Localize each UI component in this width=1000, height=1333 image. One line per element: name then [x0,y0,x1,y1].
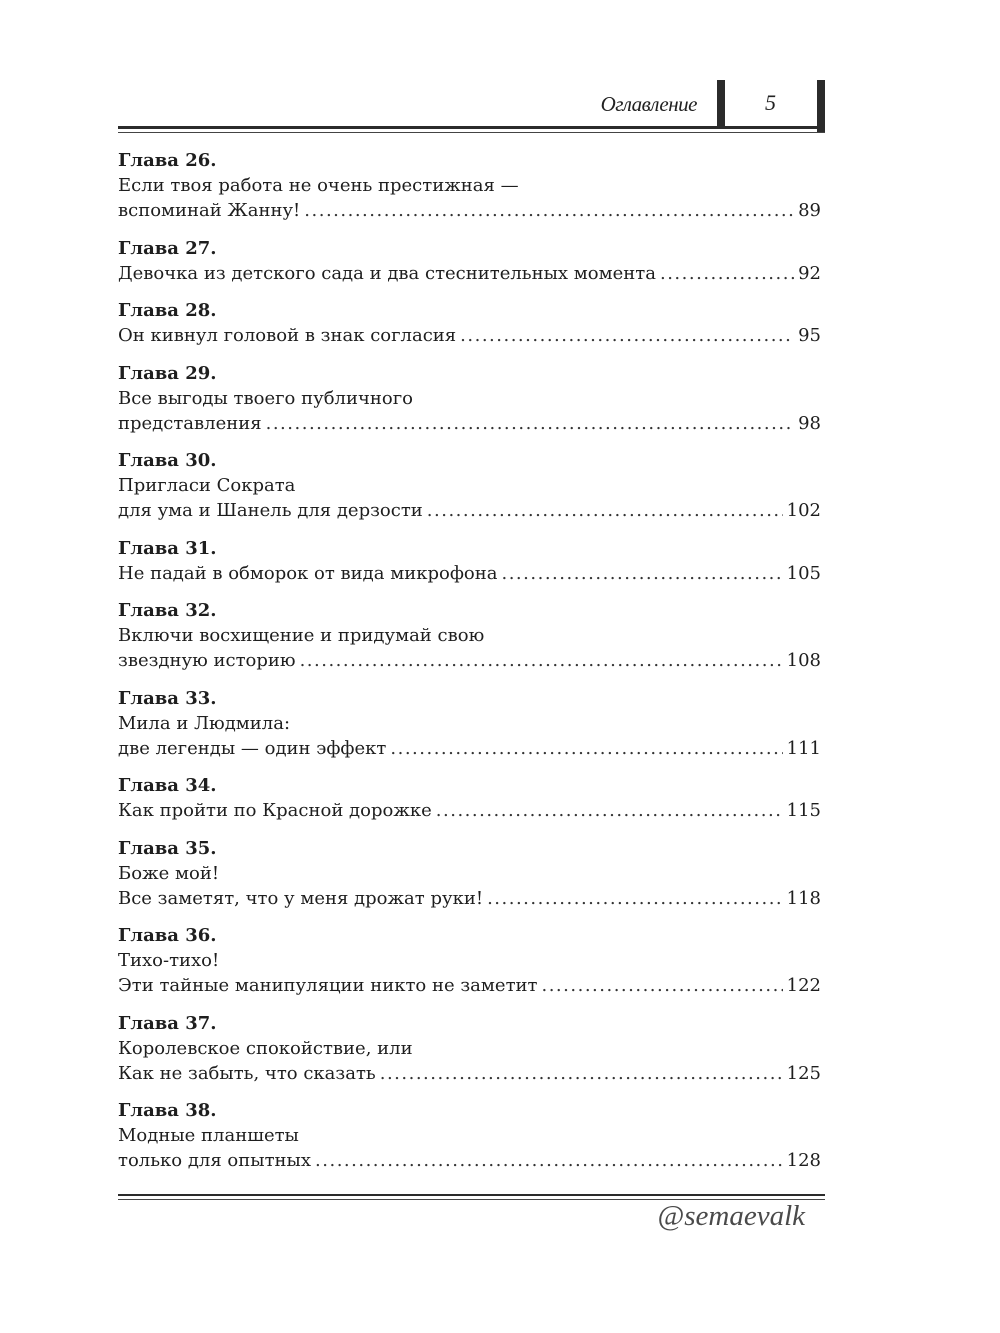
toc-entry[interactable] [118,773,821,823]
chapter-label: Глава 32. [118,600,217,621]
chapter-title-line: Как пройти по Красной дорожке [118,800,432,821]
chapter-title-line: Боже мой! [118,862,220,884]
chapter-title-line: вспоминай Жанну! [118,200,301,221]
chapter-page-number: 92 [798,262,821,284]
chapter-label: Глава 35. [118,837,217,859]
chapter-page-number: 115 [786,800,821,821]
chapter-label: Глава 37. [118,1012,217,1034]
chapter-title-leader-line [118,736,821,761]
dot-leader [660,261,794,286]
chapter-title-leader-line [118,798,821,823]
dot-leader [304,198,794,223]
chapter-title-line: Включи восхищение и придумай свою [118,625,485,646]
chapter-title-line: Мила и Людмила: [118,712,291,734]
dot-leader [541,973,782,998]
chapter-page-number: 102 [786,500,821,521]
chapter-page-number: 128 [786,1150,821,1171]
chapter-title-leader-line [118,1061,821,1086]
chapter-title-leader-line [118,261,821,286]
chapter-title-line: Как не забыть, что сказать [118,1062,376,1084]
chapter-label: Глава 36. [118,925,217,946]
chapter-title-line: Эти тайные манипуляции никто не заметит [118,975,538,996]
chapter-page-number: 89 [798,200,821,221]
chapter-title-leader-line [118,498,821,523]
toc-entry[interactable] [118,923,821,998]
dot-leader [487,886,783,911]
chapter-page-number: 118 [786,887,821,909]
chapter-title-leader-line [118,323,821,348]
toc-entry[interactable] [118,361,821,436]
chapter-title-line: звездную историю [118,650,296,671]
chapter-page-number: 108 [786,650,821,671]
watermark: @semaevalk [657,1200,805,1232]
chapter-title-line: Если твоя работа не очень престижная — [118,175,519,196]
chapter-label: Глава 38. [118,1100,217,1121]
chapter-title-leader-line [118,411,821,436]
chapter-title-line: Модные планшеты [118,1125,299,1146]
chapter-title-leader-line [118,648,821,673]
chapter-title-line: две легенды — один эффект [118,737,387,759]
chapter-label: Глава 33. [118,687,217,709]
header-rule-thin [118,132,825,133]
chapter-title-line: Пригласи Сократа [118,475,296,496]
chapter-title-line: представления [118,412,262,434]
chapter-label: Глава 29. [118,362,217,384]
chapter-page-number: 95 [798,325,821,346]
toc-entry[interactable] [118,298,821,348]
chapter-label: Глава 34. [118,775,217,796]
chapter-title-line: Королевское спокойствие, или [118,1037,413,1059]
dot-leader [501,561,782,586]
chapter-title-leader-line [118,561,821,586]
chapter-title-line: Девочка из детского сада и два стеснительных момента [118,262,656,284]
chapter-page-number: 105 [786,562,821,584]
toc-entry[interactable] [118,536,821,586]
toc-entry[interactable] [118,598,821,673]
dot-leader [460,323,794,348]
chapter-title-leader-line [118,198,821,223]
dot-leader [427,498,783,523]
running-header [118,80,825,132]
toc-entry[interactable] [118,148,821,223]
chapter-title-line: Все выгоды твоего публичного [118,387,413,409]
chapter-title-line: Не падай в обморок от вида микрофона [118,562,498,584]
footer-rule [118,1194,825,1196]
chapter-title-line: Тихо-тихо! [118,950,220,971]
chapter-label: Глава 31. [118,537,217,559]
chapter-title-line: Все заметят, что у меня дрожат руки! [118,887,484,909]
page-number: 5 [765,90,776,115]
chapter-title-leader-line [118,886,821,911]
chapter-page-number: 122 [786,975,821,996]
chapter-title-line: только для опытных [118,1150,312,1171]
chapter-page-number: 111 [786,737,821,759]
chapter-label: Глава 30. [118,450,217,471]
header-divider-bar [717,80,725,128]
dot-leader [300,648,783,673]
chapter-title-line: Он кивнул головой в знак согласия [118,325,457,346]
header-edge-bar [817,80,825,132]
table-of-contents [118,148,821,1186]
dot-leader [436,798,783,823]
toc-entry[interactable] [118,236,821,286]
dot-leader [266,411,794,436]
header-rule [118,126,825,129]
toc-entry[interactable] [118,836,821,911]
chapter-title-leader-line [118,973,821,998]
dot-leader [380,1061,783,1086]
chapter-label: Глава 28. [118,300,217,321]
chapter-title-line: для ума и Шанель для дерзости [118,500,423,521]
chapter-label: Глава 27. [118,237,217,259]
dot-leader [315,1148,783,1173]
toc-entry[interactable] [118,448,821,523]
header-title: Оглавление [600,92,697,116]
toc-entry[interactable] [118,686,821,761]
chapter-page-number: 125 [786,1062,821,1084]
dot-leader [390,736,782,761]
chapter-title-leader-line [118,1148,821,1173]
toc-entry[interactable] [118,1011,821,1086]
toc-entry[interactable] [118,1098,821,1173]
chapter-label: Глава 26. [118,150,217,171]
chapter-page-number: 98 [798,412,821,434]
